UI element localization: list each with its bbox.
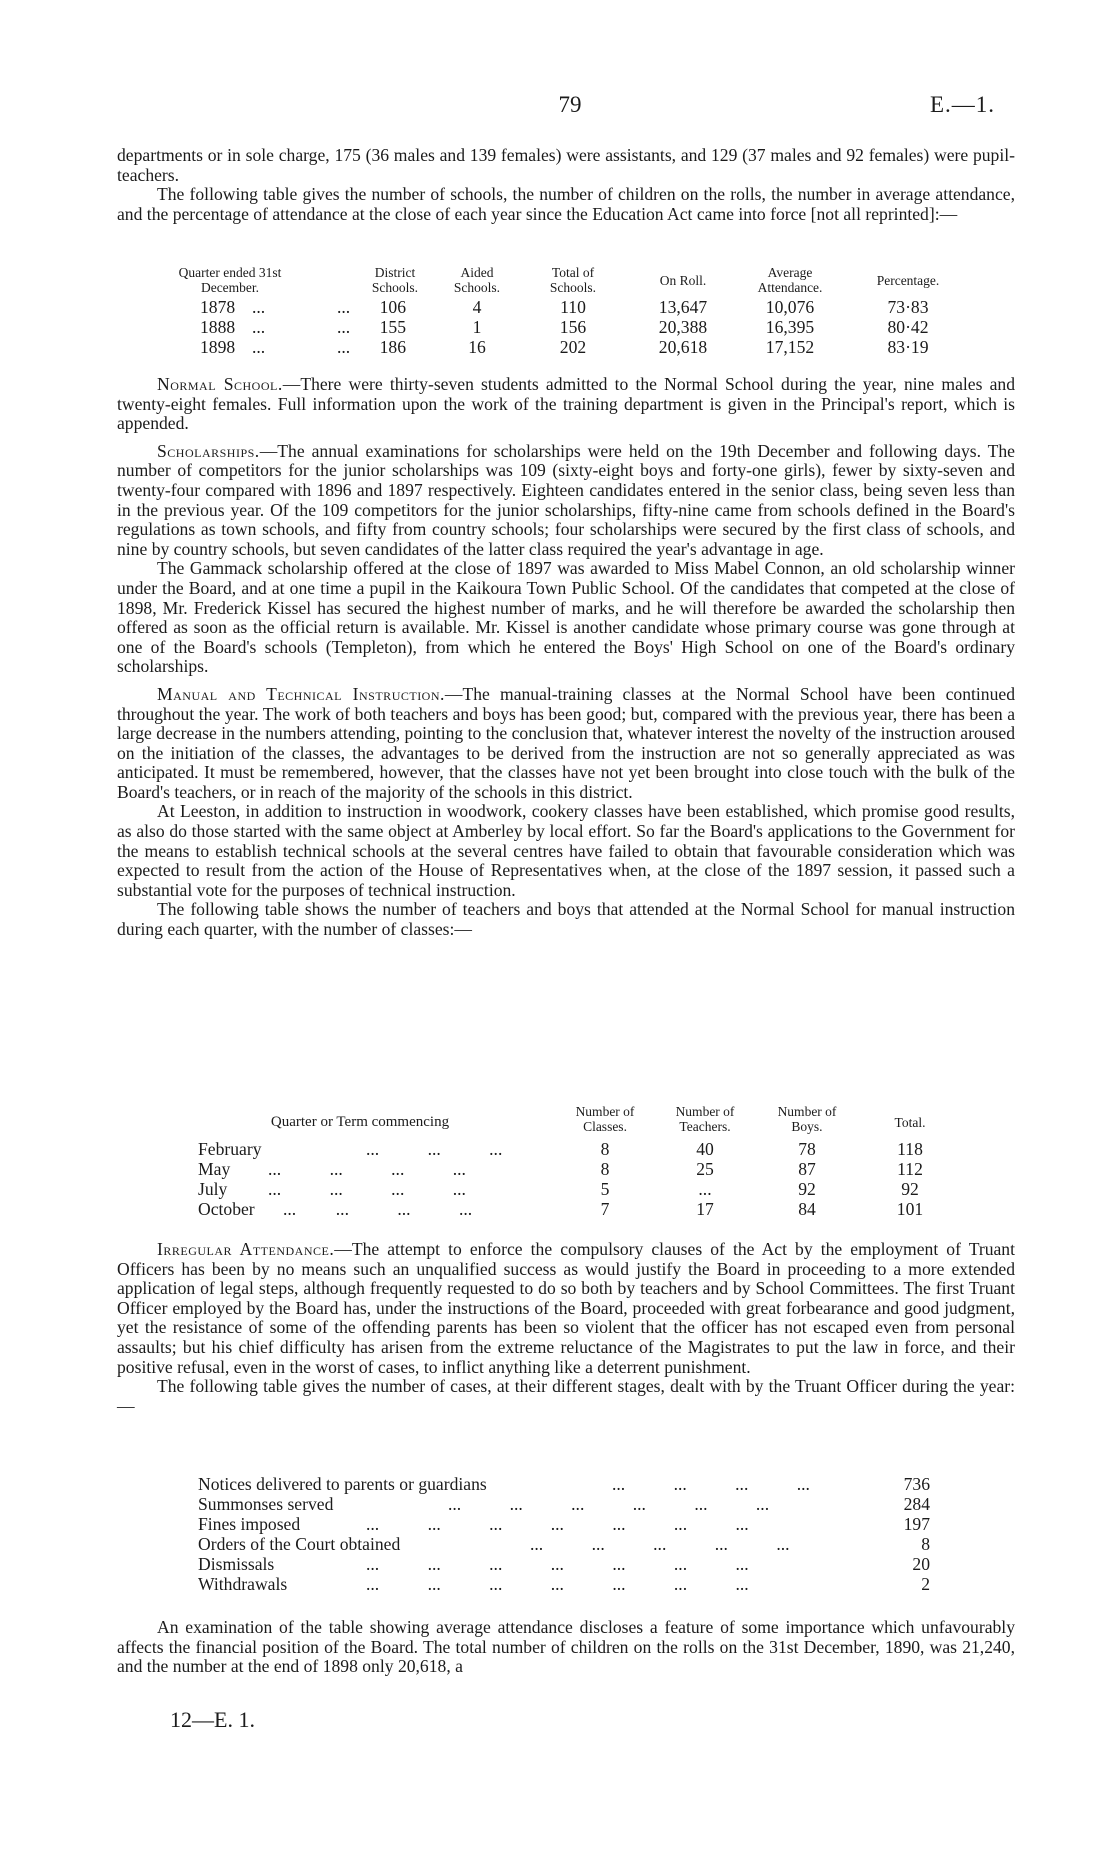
table-cell: 40 [696, 1139, 714, 1159]
table-header: Total. [894, 1115, 926, 1130]
table-cell: 92 [901, 1179, 919, 1199]
body-text [117, 375, 1015, 940]
table3-intro-paragraph: The following table gives the number of cases, at their different stages, dealt with by the Truant Officer during the year:— [117, 1376, 1015, 1416]
table-cell: 118 [897, 1139, 923, 1159]
table-cell: 17,152 [765, 337, 815, 357]
paragraph-continuation: departments or in sole charge, 175 (36 males and 139 females) were assistants, and 129 (37 males and 92 females) were pupil-teachers. [117, 145, 1015, 185]
table-cell: 106 [379, 297, 406, 317]
table-cell: 736 [903, 1474, 930, 1494]
table-cell: 20,388 [658, 317, 708, 337]
table-header: Quarter ended 31st December. [178, 265, 282, 295]
table-cell: 2 [921, 1574, 930, 1594]
table-header: Quarter or Term commencing [270, 1114, 450, 1130]
table-cell: October [198, 1199, 255, 1219]
table-cell: 84 [798, 1199, 816, 1219]
document-code: E.—1. [930, 92, 996, 117]
table-cell: 112 [897, 1159, 923, 1179]
table-cell: 25 [696, 1159, 714, 1179]
table-cell: July [198, 1179, 228, 1199]
table-cell: 8 [600, 1159, 610, 1179]
table-header: Total of Schools. [549, 265, 597, 295]
table-cell: 10,076 [765, 297, 815, 317]
table-cell: 17 [696, 1199, 714, 1219]
table-cell: May [198, 1159, 231, 1179]
normal-school-paragraph: Normal School.—There were thirty-seven students admitted to the Normal School during the year, nine males and twenty-eight females. Full information upon the work of the training department is given in the Principal's report, which is appended. [117, 374, 1015, 434]
closing-text [117, 1618, 1015, 1677]
table-header: Average Attendance. [757, 265, 823, 295]
document-page: 79 E.—1. departments or in sole charge, 175 (36 males and 139 females) were assistants, and 129 (37 males and 92 females) were pupil-teachers. The following table gives the number of schools, the number of children on the rolls, the number in average attendance, and the percentage of attendance at the close of each year since the Education Act came into force [not all reprinted]:— Quarter ended 31st December. District Schools. Aided Schools. Total of Schools. On Roll. Average Attendance. Percentage. 1878 ... ... 106 4 110 13,647 10,076 73·83 1888 ... ... 155 1 156 20,388 16,395 80·42 1898 ... ... 186 16 202 20,618 17,152 83·19 Normal School.—There were thirty-seven students admitted to the Normal School during the year, nine males and twenty-eight females. Full information upon the work of the training department is given in the Principal's report, which is appended. Scholarships.—The annual examinations for scholarships were held on the 19th December and following days. The number of competitors for the junior scholarships was 109 (sixty-eight boys and forty-one girls), fewer by sixty-seven and twenty-four compared with 1896 and 1897 respectively. Eighteen candidates entered in the senior class, being seven less than in the previous year. Of the 109 competitors for the junior scholarships, fifty-nine came from schools defined in the Board's regulations as town schools, and fifty from country schools; four scholarships were secured by the first class of schools, and nine by country schools, but seven candidates of the latter class required the year's advantage in age. The Gammack scholarship offered at the close of 1897 was awarded to Miss Mabel Connon, an old scholarship winner under the Board, and at one time a pupil in the Kaikoura Town Public School. Of the candidates that competed at the close of 1898, Mr. Frederick Kissel has secured the highest number of marks, and he will therefore be awarded the scholarship then offered as soon as the official return is available. Mr. Kissel is another candidate whose primary course was gone through at one of the Board's schools (Templeton), from which he entered the Boys' High School on one of the Board's ordinary scholarships. Manual and Technical Instruction.—The manual-training classes at the Normal School have been continued throughout the year. The work of both teachers and boys has been good; but, compared with the previous year, there has been a large decrease in the numbers attending, pointing to the conclusion that, whatever interest the novelty of the instruction aroused on the initiation of the classes, the advantages to be derived from the instruction are not so generally appreciated as was anticipated. It must be remembered, however, that the classes have not yet been brought into close touch with the bulk of the Board's teachers, or in reach of the majority of the schools in this district. At Leeston, in addition to instruction in woodwork, cookery classes have been established, which promise good results, as also do those started with the same object at Amberley by local effort. So far the Board's applications to the Government for the means to establish technical schools at the several centres have failed to obtain that favourable consideration which was expected to result from the action of the House of Representatives when, at the close of the 1897 session, it passed such a substantial vote for the purposes of technical instruction. The following table shows the number of teachers and boys that attended at the Normal School for manual instruction during each quarter, with the number of classes:— Quarter or Term commencing Number of Classes. Number of Teachers. Number of Boys. Total. February ... ... ... 8 40 78 118 May ... ... ... ... 8 25 87 112 July ... ... ... ... 5 ... 92 92 October ... ... ... ... 7 17 84 101 Irregular Attendance.—The attempt to enforce the compulsory clauses of the Act by the employment of Truant Officers has been by no means such an unqualified success as would justify the Board in proceeding to a more extended application of legal steps, although frequently requested to do so both by teachers and by School Committees. The first Truant Officer employed by the Board has, under the instructions of the Board, proceeded with great forbearance and good judgment, yet the resistance of some of the offending parents has been so violent that the officer has not escaped even from personal assaults; but his chief difficulty has arisen from the extreme reluctance of the Magistrates to put the law in force, and their positive refusal, even in the worst of cases, to inflict anything like a deterrent punishment. The following table gives the number of cases, at their different stages, dealt with by the Truant Officer during the year:— Notices delivered to parents or guardians ... ... ... ... 736 Summonses served ... ... ... ... ... ... 284 Fines imposed ... ... ... ... ... ... ... 197 Orders of the Court obtained ... ... ... ... ... 8 Dismissals ... ... ... ... ... ... ... 20 Withdrawals ... ... ... ... ... ... ... 2 An examination of the table showing average attendance discloses a feature of some importance which unfavourably affects the financial position of the Board. The total number of children on the rolls on the 31st December, 1890, was 21,240, and the number at the end of 1898 only 20,618, a 12—E. 1. [117, 92, 1015, 1732]
table-cell: 80·42 [887, 317, 929, 337]
table-cell: 7 [600, 1199, 610, 1219]
table-header: Aided Schools. [453, 265, 501, 295]
table-cell: 87 [798, 1159, 816, 1179]
closing-paragraph: An examination of the table showing average attendance discloses a feature of some importance which unfavourably affects the financial position of the Board. The total number of children on the rolls on the 31st December, 1890, was 21,240, and the number at the end of 1898 only 20,618, a [117, 1617, 1015, 1677]
table-header: Number of Teachers. [675, 1104, 735, 1134]
irregular-attendance-text [117, 1240, 1015, 1416]
table-cell: 92 [798, 1179, 816, 1199]
table-cell: 78 [798, 1139, 816, 1159]
table-cell: 197 [903, 1514, 930, 1534]
table-cell: 1878 [200, 297, 236, 317]
table-header: Number of Classes. [575, 1104, 635, 1134]
table-cell: 101 [896, 1199, 924, 1219]
section-heading: Manual and Technical Instruction. [157, 683, 445, 704]
table-cell: 155 [379, 317, 406, 337]
table-cell: February [198, 1139, 262, 1159]
page-number: 79 [558, 92, 582, 117]
table-cell: Dismissals [198, 1554, 275, 1574]
table-cell: 13,647 [658, 297, 708, 317]
table-cell: Orders of the Court obtained [198, 1534, 401, 1554]
table-cell: Summonses served [198, 1494, 334, 1514]
irregular-attendance-paragraph: Irregular Attendance.—The attempt to enforce the compulsory clauses of the Act by the employment of Truant Officers has been by no means such an unqualified success as would justify the Board in proceeding to a more extended application of legal steps, although frequently requested to do so both by teachers and by School Committees. The first Truant Officer employed by the Board has, under the instructions of the Board, proceeded with great forbearance and good judgment, yet the resistance of some of the offending parents has been so violent that the officer has not escaped even from personal assaults; but his chief difficulty has arisen from the extreme reluctance of the Magistrates to put the law in force, and their positive refusal, even in the worst of cases, to inflict anything like a deterrent punishment. [117, 1239, 1015, 1377]
table-cell: 16 [468, 337, 486, 357]
table-cell: 5 [600, 1179, 610, 1199]
gammack-paragraph: The Gammack scholarship offered at the close of 1897 was awarded to Miss Mabel Connon, an old scholarship winner under the Board, and at one time a pupil in the Kaikoura Town Public School. Of the candidates that competed at the close of 1898, Mr. Frederick Kissel has secured the highest number of marks, and he will therefore be awarded the scholarship then offered as soon as the official return is available. Mr. Kissel is another candidate whose primary course was gone through at one of the Board's schools (Templeton), from which he entered the Boys' High School on one of the Board's ordinary scholarships. [117, 558, 1015, 677]
table-cell: 20,618 [658, 337, 708, 357]
table-cell: 1 [472, 317, 482, 337]
table-cell: 8 [921, 1534, 930, 1554]
section-heading: Irregular Attendance. [157, 1239, 335, 1259]
table-cell: Withdrawals [198, 1574, 288, 1594]
table-cell: 186 [379, 337, 406, 357]
table-header: District Schools. [371, 265, 419, 295]
leeston-paragraph: At Leeston, in addition to instruction in woodwork, cookery classes have been established, which promise good results, as also do those started with the same object at Amberley by local effort. So far the Board's applications to the Government for the means to establish technical schools at the several centres have failed to obtain that favourable consideration which was expected to result from the action of the House of Representatives when, at the close of the 1897 session, it passed such a substantial vote for the purposes of technical instruction. [117, 801, 1015, 900]
table-cell: Notices delivered to parents or guardians [198, 1474, 487, 1494]
footer-signature: 12—E. 1. [170, 1707, 255, 1732]
table-cell: 73·83 [887, 297, 929, 317]
table-cell: 1898 [200, 337, 236, 357]
table-cell: 1888 [200, 317, 236, 337]
manual-instruction-paragraph: Manual and Technical Instruction.—The manual-training classes at the Normal School have been continued throughout the year. The work of both teachers and boys has been good; but, compared with the previous year, there has been a large decrease in the numbers attending, pointing to the conclusion that, whatever interest the novelty of the instruction aroused on the initiation of the classes, the advantages to be derived from the instruction are not so generally appreciated as was anticipated. It must be remembered, however, that the classes have not yet been brought into close touch with the bulk of the Board's teachers, or in reach of the majority of the schools in this district. [117, 683, 1015, 802]
table-cell: 202 [559, 337, 587, 357]
table-cell: 284 [903, 1494, 930, 1514]
table-header: Number of Boys. [777, 1104, 837, 1134]
table-cell: Fines imposed [198, 1514, 301, 1534]
table2-intro-paragraph: The following table shows the number of teachers and boys that attended at the Normal School for manual instruction during each quarter, with the number of classes:— [117, 899, 1015, 940]
table-header: Percentage. [876, 273, 940, 288]
table-cell: 8 [600, 1139, 610, 1159]
table-cell: 110 [560, 297, 586, 317]
paragraph-table-intro: The following table gives the number of schools, the number of children on the rolls, the number in average attendance, and the percentage of attendance at the close of each year since the Education Act came into force [not all reprinted]:— [117, 184, 1015, 224]
section-heading: Scholarships. [157, 440, 260, 461]
table-cell: 20 [912, 1554, 930, 1574]
section-heading: Normal School. [157, 374, 283, 394]
opening-text [117, 146, 1015, 224]
scholarships-paragraph: Scholarships.—The annual examinations for scholarships were held on the 19th December and following days. The number of competitors for the junior scholarships was 109 (sixty-eight boys and forty-one girls), fewer by sixty-seven and twenty-four compared with 1896 and 1897 respectively. Eighteen candidates entered in the senior class, being seven less than in the previous year. Of the 109 competitors for the junior scholarships, fifty-nine came from schools defined in the Board's regulations as town schools, and fifty from country schools; four scholarships were secured by the first class of schools, and nine by country schools, but seven candidates of the latter class required the year's advantage in age. [117, 440, 1015, 559]
table-cell: 156 [559, 317, 587, 337]
table-cell: ... [698, 1179, 712, 1199]
table-cell: 16,395 [765, 317, 815, 337]
table-cell: 4 [472, 297, 482, 317]
table-header: On Roll. [659, 273, 707, 288]
table-cell: 83·19 [887, 337, 929, 357]
